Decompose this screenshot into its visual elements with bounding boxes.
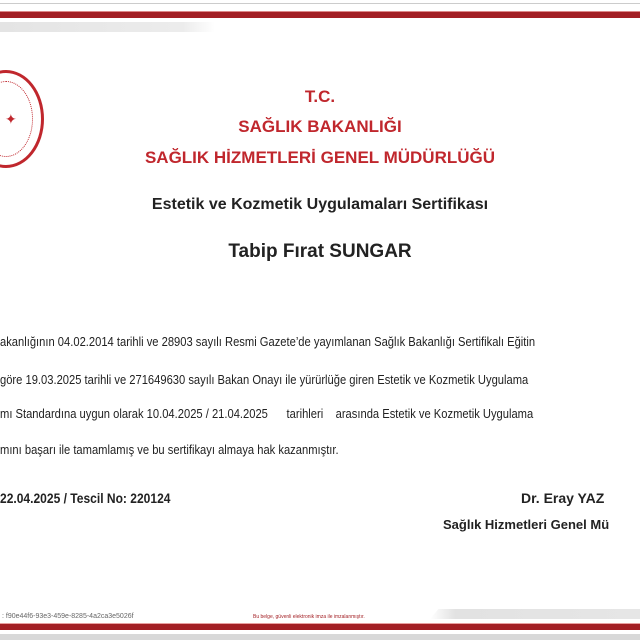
- header-tc: T.C.: [304, 87, 336, 106]
- recipient-name: Tabip Fırat SUNGAR: [228, 241, 412, 262]
- esign-note: Bu belge, güvenli elektronik imza ile imzalanmıştır.: [253, 614, 365, 620]
- bottom-red-bar: [0, 623, 640, 630]
- signer-name: Dr. Eray YAZ: [521, 490, 605, 506]
- header-ministry: SAĞLIK BAKANLIĞI: [238, 117, 402, 136]
- bottom-grey-line: [0, 634, 640, 640]
- body-line: göre 19.03.2025 tarihli ve 271649630 sayılı Bakan Onayı ile yürürlüğe giren Estetik ve Kozmetik Uygulama: [0, 372, 529, 387]
- body-line: mını başarı ile tamamlamış ve bu sertifikayı almaya hak kazanmıştır.: [0, 442, 339, 457]
- signer-title: Sağlık Hizmetleri Genel Mü: [443, 517, 610, 532]
- top-grey-line: [0, 3, 640, 4]
- document-id: : f90e44f6-93e3-459e-8285-4a2ca3e5026f: [2, 613, 134, 620]
- bottom-grey-wedge: [430, 609, 640, 619]
- body-line: akanlığının 04.02.2014 tarihli ve 28903 sayılı Resmi Gazete’de yayımlanan Sağlık Bakanlığı Sertifikalı Eğitin: [0, 334, 536, 349]
- header-directorate: SAĞLIK HİZMETLERİ GENEL MÜDÜRLÜĞÜ: [144, 148, 496, 167]
- top-grey-band: [0, 22, 215, 32]
- certificate-title: Estetik ve Kozmetik Uygulamaları Sertifikası: [151, 196, 489, 213]
- top-red-bar: [0, 11, 640, 18]
- date-registry: 22.04.2025 / Tescil No: 220124: [0, 490, 171, 506]
- crescent-star-icon: ✦: [5, 111, 17, 127]
- body-line: mı Standardına uygun olarak 10.04.2025 / 21.04.2025 tarihleri arasında Estetik ve Kozmetik Uygulama: [0, 406, 534, 421]
